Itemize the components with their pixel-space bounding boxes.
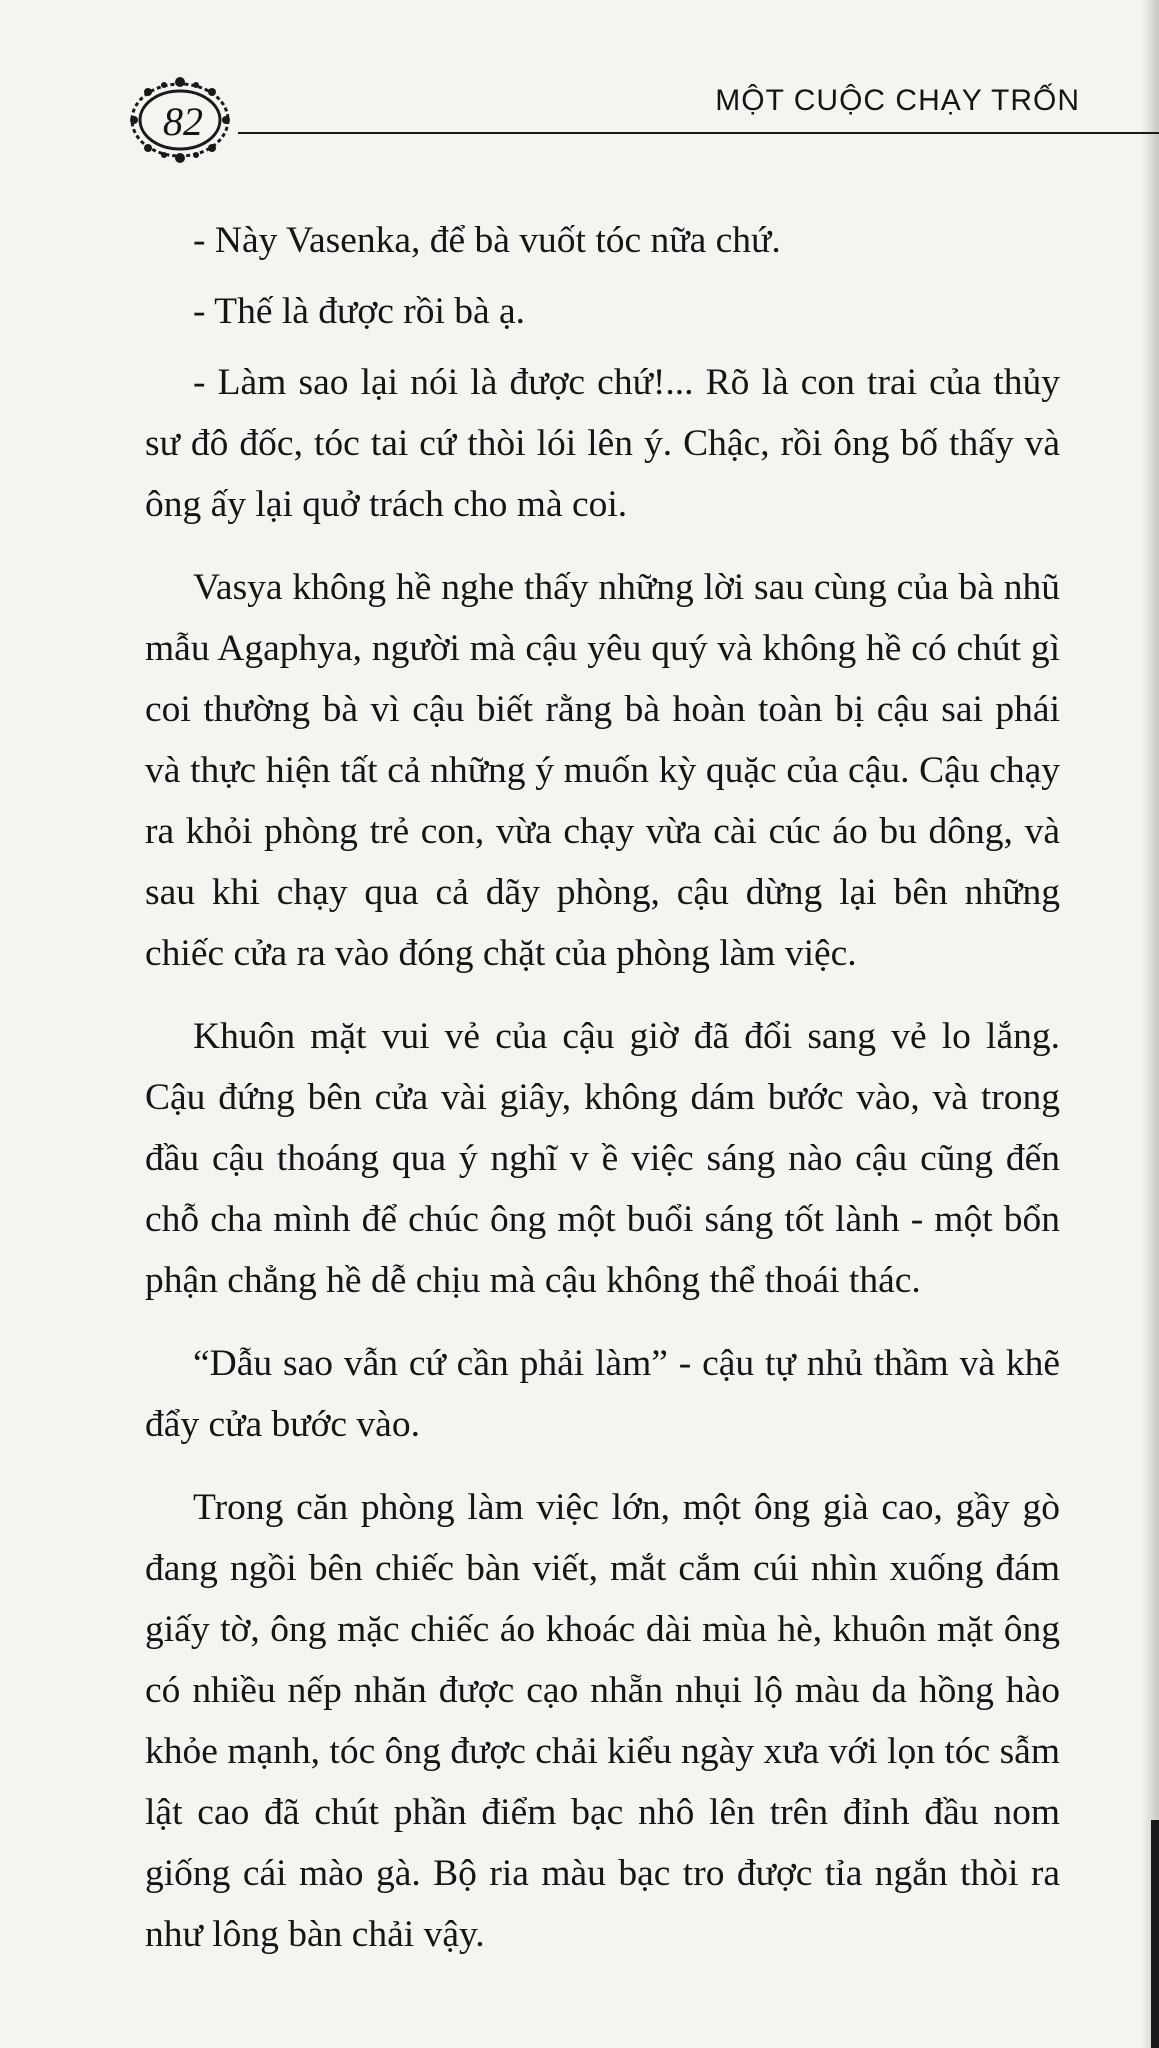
paragraph: Trong căn phòng làm việc lớn, một ông già cao, gầy gò đang ngồi bên chiếc bàn viết, mắt cắm cúi nhìn xuống đám giấy tờ, ông mặc chiếc áo khoác dài mùa hè, khuôn mặt ông có nhiều nếp nhăn được cạo nhẵn nhụi lộ màu da hồng hào khỏe mạnh, tóc ông được chải kiểu ngày xưa với lọn tóc sẫm lật cao đã chút phần điểm bạc nhô lên trên đỉnh đầu nom giống cái mào gà. Bộ ria màu bạc tro được tỉa ngắn thòi ra như lông bàn chải vậy. — [145, 1487, 1060, 1955]
paragraph: - Thế là được rồi bà ạ. — [193, 291, 526, 332]
paragraph: Khuôn mặt vui vẻ của cậu giờ đã đổi sang vẻ lo lắng. Cậu đứng bên cửa vài giây, không dám bước vào, và trong đầu cậu thoáng qua ý nghĩ v ề việc sáng nào cậu cũng đến chỗ cha mình để chúc ông một buổi sáng tốt lành - một bổn phận chẳng hề dễ chịu mà cậu không thể thoái thác. — [145, 1016, 1060, 1301]
paragraph: “Dẫu sao vẫn cứ cần phải làm” - cậu tự nhủ thầm và khẽ đẩy cửa bước vào. — [145, 1343, 1060, 1445]
header-rule — [238, 132, 1159, 134]
paragraph: - Làm sao lại nói là được chứ!... Rõ là con trai của thủy sư đô đốc, tóc tai cứ thòi lói lên ý. Chậc, rồi ông bố thấy và ông ấy lại quở trách cho mà coi. — [145, 362, 1060, 525]
book-spine-edge — [1151, 1820, 1159, 2048]
page-header — [120, 60, 1080, 190]
running-title: MỘT CUỘC CHẠY TRỐN — [715, 84, 1080, 117]
page-edge-shadow — [1141, 0, 1159, 2048]
page-number: 82 — [163, 99, 203, 144]
body-text — [145, 210, 1060, 1987]
paragraph: Vasya không hề nghe thấy những lời sau cùng của bà nhũ mẫu Agaphya, người mà cậu yêu quý và không hề có chút gì coi thường bà vì cậu biết rằng bà hoàn toàn bị cậu sai phái và thực hiện tất cả những ý muốn kỳ quặc của cậu. Cậu chạy ra khỏi phòng trẻ con, vừa chạy vừa cài cúc áo bu dông, và sau khi chạy qua cả dãy phòng, cậu dừng lại bên những chiếc cửa ra vào đóng chặt của phòng làm việc. — [145, 567, 1060, 974]
paragraph: - Này Vasenka, để bà vuốt tóc nữa chứ. — [193, 220, 781, 261]
